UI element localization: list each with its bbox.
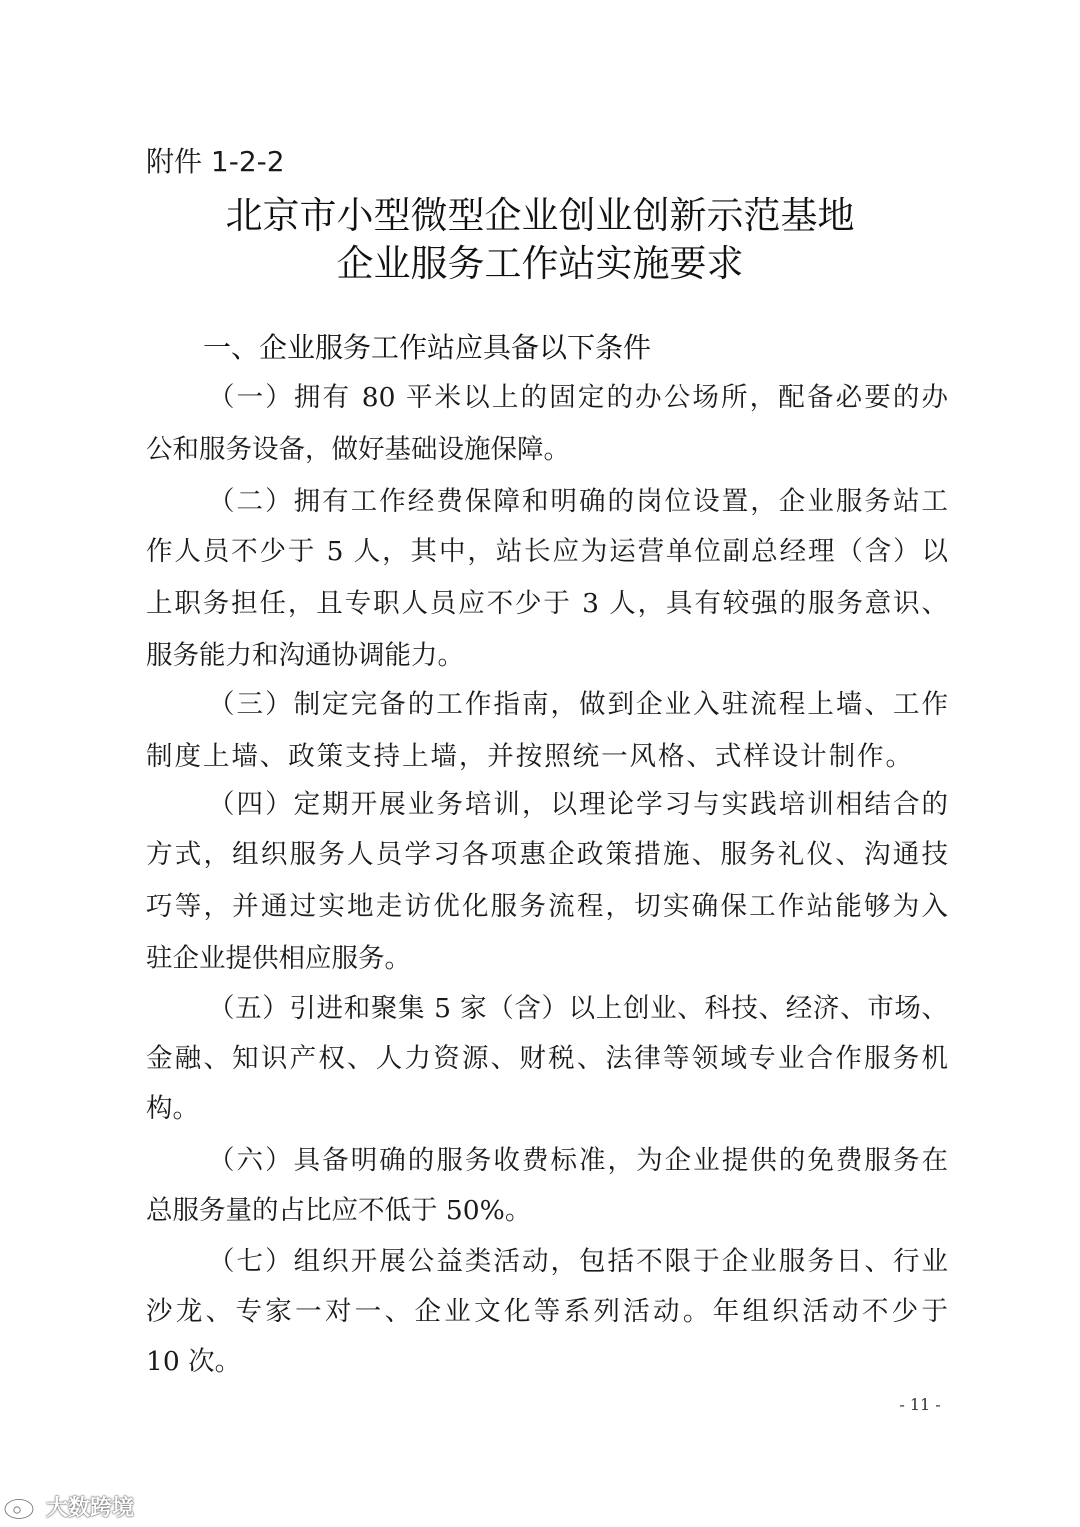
body-line: 巧等，并通过实地走访优化服务流程，切实确保工作站能够为入: [146, 891, 948, 922]
document-title-line-1: 北京市小型微型企业创业创新示范基地: [225, 194, 855, 237]
body-line: 10 次。: [146, 1346, 242, 1377]
body-line: 方式，组织服务人员学习各项惠企政策措施、服务礼仪、沟通技: [146, 839, 948, 870]
body-line: 公和服务设备，做好基础设施保障。: [146, 434, 570, 465]
body-line: 总服务量的占比应不低于 50%。: [146, 1195, 532, 1226]
body-line: 制度上墙、政策支持上墙，并按照统一风格、式样设计制作。: [146, 741, 912, 772]
section-heading: 一、企业服务工作站应具备以下条件: [203, 331, 652, 364]
attachment-label: 附件 1-2-2: [146, 145, 285, 178]
body-line: （七）组织开展公益类活动，包括不限于企业服务日、行业: [208, 1246, 948, 1277]
body-line: 驻企业提供相应服务。: [146, 943, 411, 974]
weibo-logo-icon: [2, 1491, 42, 1521]
body-line: （四）定期开展业务培训，以理论学习与实践培训相结合的: [208, 789, 948, 820]
body-line: 金融、知识产权、人力资源、财税、法律等领域专业合作服务机: [146, 1043, 948, 1074]
body-line: 沙龙、专家一对一、企业文化等系列活动。年组织活动不少于: [146, 1296, 948, 1327]
body-line: 服务能力和沟通协调能力。: [146, 640, 464, 671]
body-line: （三）制定完备的工作指南，做到企业入驻流程上墙、工作: [208, 689, 948, 720]
body-line: 构。: [146, 1093, 199, 1124]
watermark: [2, 1490, 134, 1522]
body-line: （二）拥有工作经费保障和明确的岗位设置，企业服务站工: [208, 486, 948, 517]
document-title-line-2: 企业服务工作站实施要求: [336, 242, 744, 285]
body-line: （一）拥有 80 平米以上的固定的办公场所，配备必要的办: [208, 382, 948, 413]
body-line: 作人员不少于 5 人，其中，站长应为运营单位副总经理（含）以: [146, 536, 948, 567]
body-line: （六）具备明确的服务收费标准，为企业提供的免费服务在: [208, 1145, 948, 1176]
page-number: - 11 -: [899, 1395, 941, 1414]
body-line: （五）引进和聚集 5 家（含）以上创业、科技、经济、市场、: [208, 993, 948, 1024]
body-line: 上职务担任，且专职人员应不少于 3 人，具有较强的服务意识、: [146, 588, 948, 619]
watermark-text: 大数跨境: [46, 1495, 135, 1521]
